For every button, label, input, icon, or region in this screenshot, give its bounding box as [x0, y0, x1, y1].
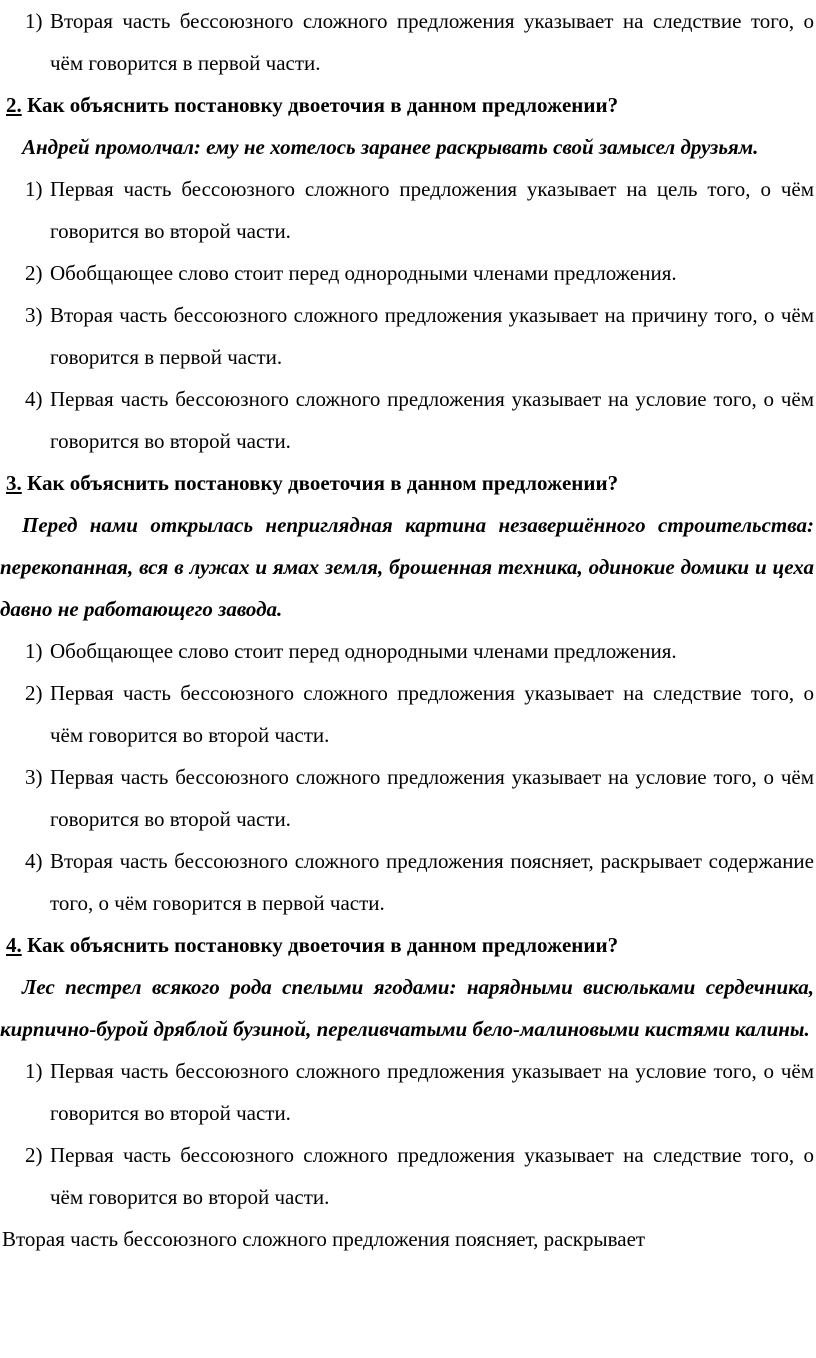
option-item — [0, 630, 816, 672]
question-heading — [0, 462, 816, 504]
option-item — [0, 756, 816, 840]
example-sentence: Андрей промолчал: ему не хотелось заранее раскрывать свой замысел друзьям. — [22, 135, 759, 159]
option-item — [0, 294, 816, 378]
question-number: 4. — [6, 933, 22, 957]
option-item — [0, 378, 816, 462]
option-number: 1) — [25, 9, 43, 33]
option-item — [0, 0, 816, 84]
question-number: 3. — [6, 471, 22, 495]
option-text: Обобщающее слово стоит перед однородными членами предложения. — [50, 639, 677, 663]
option-item — [0, 252, 816, 294]
option-number: 2) — [25, 681, 43, 705]
option-number: 2) — [25, 1143, 43, 1167]
option-number: 1) — [25, 639, 43, 663]
option-number: 4) — [25, 849, 43, 873]
option-text: Вторая часть бессоюзного сложного предложения указывает на причину того, о чём говорится в первой части. — [50, 303, 814, 369]
option-number: 3) — [25, 765, 43, 789]
question-text: Как объяснить постановку двоеточия в данном предложении? — [21, 93, 619, 117]
option-text: Вторая часть бессоюзного сложного предложения поясняет, раскрывает содержание того, о чём говорится в первой части. — [50, 849, 814, 915]
question-number: 2. — [6, 93, 22, 117]
option-text: Обобщающее слово стоит перед однородными членами предложения. — [50, 261, 677, 285]
option-text: Вторая часть бессоюзного сложного предложения указывает на следствие того, о чём говорится в первой части. — [50, 9, 814, 75]
option-text: Первая часть бессоюзного сложного предложения указывает на условие того, о чём говорится во второй части. — [50, 1059, 814, 1125]
option-text: Первая часть бессоюзного сложного предложения указывает на цель того, о чём говорится во второй части. — [50, 177, 814, 243]
question-heading — [0, 924, 816, 966]
option-item — [0, 1134, 816, 1218]
option-item — [0, 840, 816, 924]
option-text: Первая часть бессоюзного сложного предложения указывает на условие того, о чём говорится во второй части. — [50, 765, 814, 831]
option-item — [0, 1050, 816, 1134]
example-sentence: Перед нами открылась неприглядная картина незавершённого строительства: перекопанная, вся в лужах и ямах земля, брошенная техника, одинокие домики и цеха давно не работающего завода. — [0, 513, 814, 621]
example-sentence: Лес пестрел всякого рода спелыми ягодами: нарядными висюльками сердечника, кирпично-бурой дряблой бузиной, переливчатыми бело-малиновыми кистями калины. — [0, 975, 814, 1041]
question-text: Как объяснить постановку двоеточия в данном предложении? — [21, 933, 619, 957]
option-item — [0, 672, 816, 756]
option-number: 2) — [25, 261, 43, 285]
option-number: 1) — [25, 1059, 43, 1083]
option-text: Первая часть бессоюзного сложного предложения указывает на следствие того, о чём говорится во второй части. — [50, 1143, 814, 1209]
question-text: Как объяснить постановку двоеточия в данном предложении? — [21, 471, 619, 495]
option-number: 1) — [25, 177, 43, 201]
option-number: 3) — [25, 303, 43, 327]
trailing-text: Вторая часть бессоюзного сложного предложения поясняет, раскрывает — [2, 1227, 646, 1251]
option-number: 4) — [25, 387, 43, 411]
option-item — [0, 168, 816, 252]
option-text: Первая часть бессоюзного сложного предложения указывает на следствие того, о чём говорится во второй части. — [50, 681, 814, 747]
option-text: Первая часть бессоюзного сложного предложения указывает на условие того, о чём говорится во второй части. — [50, 387, 814, 453]
question-heading — [0, 84, 816, 126]
